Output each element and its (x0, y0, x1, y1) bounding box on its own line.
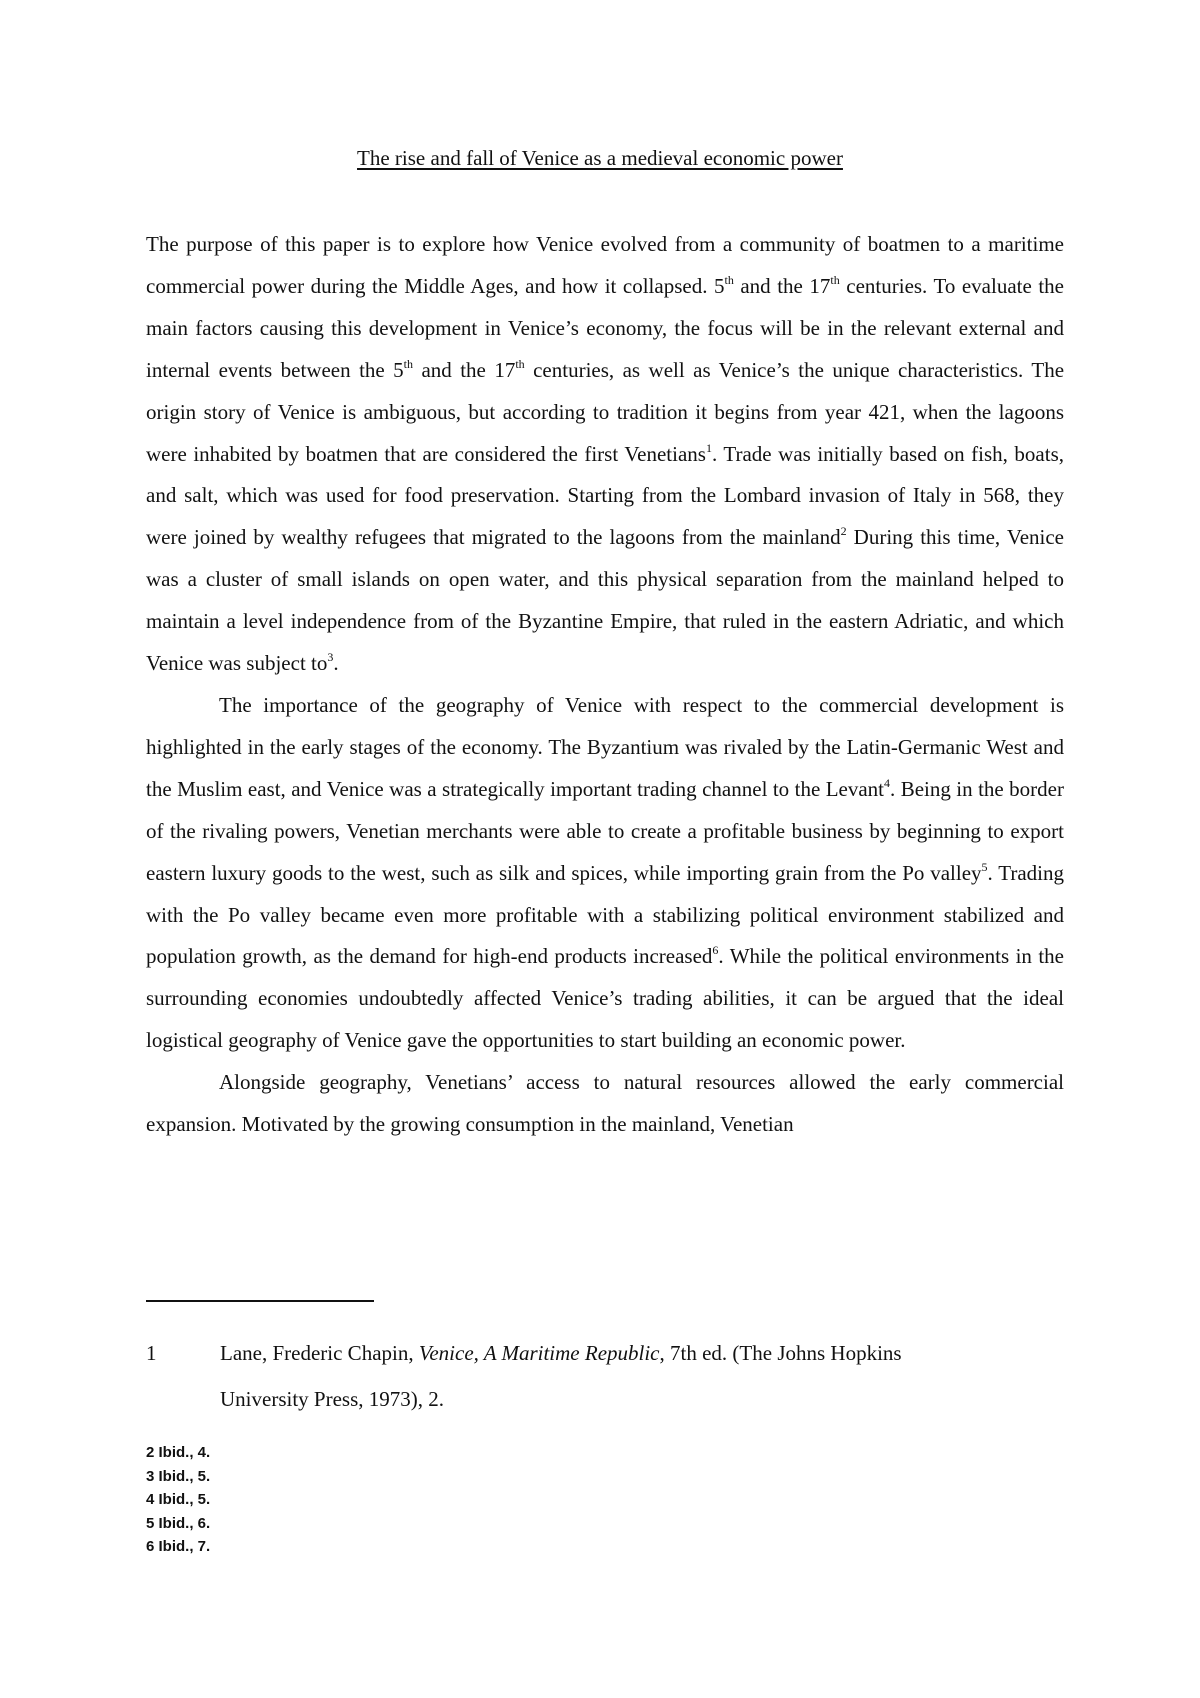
footnote-6: 6 Ibid., 7. (146, 1538, 211, 1555)
footnote-ref-3[interactable]: 3 (327, 650, 334, 665)
ordinal-suffix: th (403, 356, 414, 371)
footnote-ref-1[interactable]: 1 (705, 440, 712, 455)
footnote-number: 1 (146, 1341, 157, 1365)
document-title: The rise and fall of Venice as a medieval economic power (357, 146, 843, 170)
footnote-separator (146, 1300, 374, 1302)
footnote-ref-2[interactable]: 2 (840, 524, 847, 539)
footnote-ref-6[interactable]: 6 (712, 943, 719, 958)
footnote-5: 5 Ibid., 6. (146, 1514, 211, 1532)
footnote-2: 2 Ibid., 4. (146, 1444, 211, 1461)
footnote-ref-5[interactable]: 5 (981, 859, 988, 874)
short-footnotes (146, 1441, 210, 1559)
body-text (146, 224, 1064, 1146)
footnote-1-text: Lane, Frederic Chapin, Venice, A Maritime Republic, 7th ed. (The Johns Hopkins University Press, 1973), 2. (220, 1341, 902, 1411)
footnote-ref-4[interactable]: 4 (884, 775, 891, 790)
footnote-4: 4 Ibid., 5. (146, 1491, 211, 1508)
paragraph-2: The importance of the geography of Venice with respect to the commercial development is highlighted in the early stages of the economy. The Byzantium was rivaled by the Latin-Germanic West and the Muslim east, and Venice was a strategically important trading channel to the Levant$^4$. Being in the border of the rivaling powers, Venetian merchants were able to create a profitable business by beginning to export eastern luxury goods to the west, such as silk and spices, while importing grain from the Po valley$^5$. Trading with the Po valley became even more profitable with a stabilizing political environment stabilized and population growth, as the demand for high-end products increased$^6$. While the political environments in the surrounding economies undoubtedly affected Venice’s trading abilities, it can be argued that the ideal logistical geography of Venice gave the opportunities to start building an economic power. (146, 692, 1065, 1053)
book-title: Venice, A Maritime Republic (418, 1341, 660, 1365)
paragraph-1: The purpose of this paper is to explore how Venice evolved from a community of boatmen to a maritime commercial power during the Middle Ages, and how it collapsed. 5th and the 17th centuries. To evaluate the main factors causing this development in Venice’s economy, the focus will be in the relevant external and internal events between the 5th and the 17th centuries, as well as Venice’s the unique characteristics. The origin story of Venice is ambiguous, but according to tradition it begins from year 421, when the lagoons were inhabited by boatmen that are considered the first Venetians$^1$. Trade was initially based on fish, boats, and salt, which was used for food preservation. Starting from the Lombard invasion of Italy in 568, they were joined by wealthy refugees that migrated to the lagoons from the mainland$^2$ During this time, Venice was a cluster of small islands on open water, and this physical separation from the mainland helped to maintain a level independence from of the Byzantine Empire, that ruled in the eastern Adriatic, and which Venice was subject $to^3$. (146, 232, 1065, 676)
paragraph-3: Alongside geography, Venetians’ access to natural resources allowed the early commercial expansion. Motivated by the growing consumption in the mainland, Venetian (146, 1070, 1064, 1137)
footnote-1 (146, 1330, 1066, 1422)
footnote-3: 3 Ibid., 5. (146, 1467, 211, 1485)
ordinal-suffix: th (830, 272, 840, 287)
ordinal-suffix: th (724, 272, 734, 287)
ordinal-suffix: th (515, 356, 525, 371)
